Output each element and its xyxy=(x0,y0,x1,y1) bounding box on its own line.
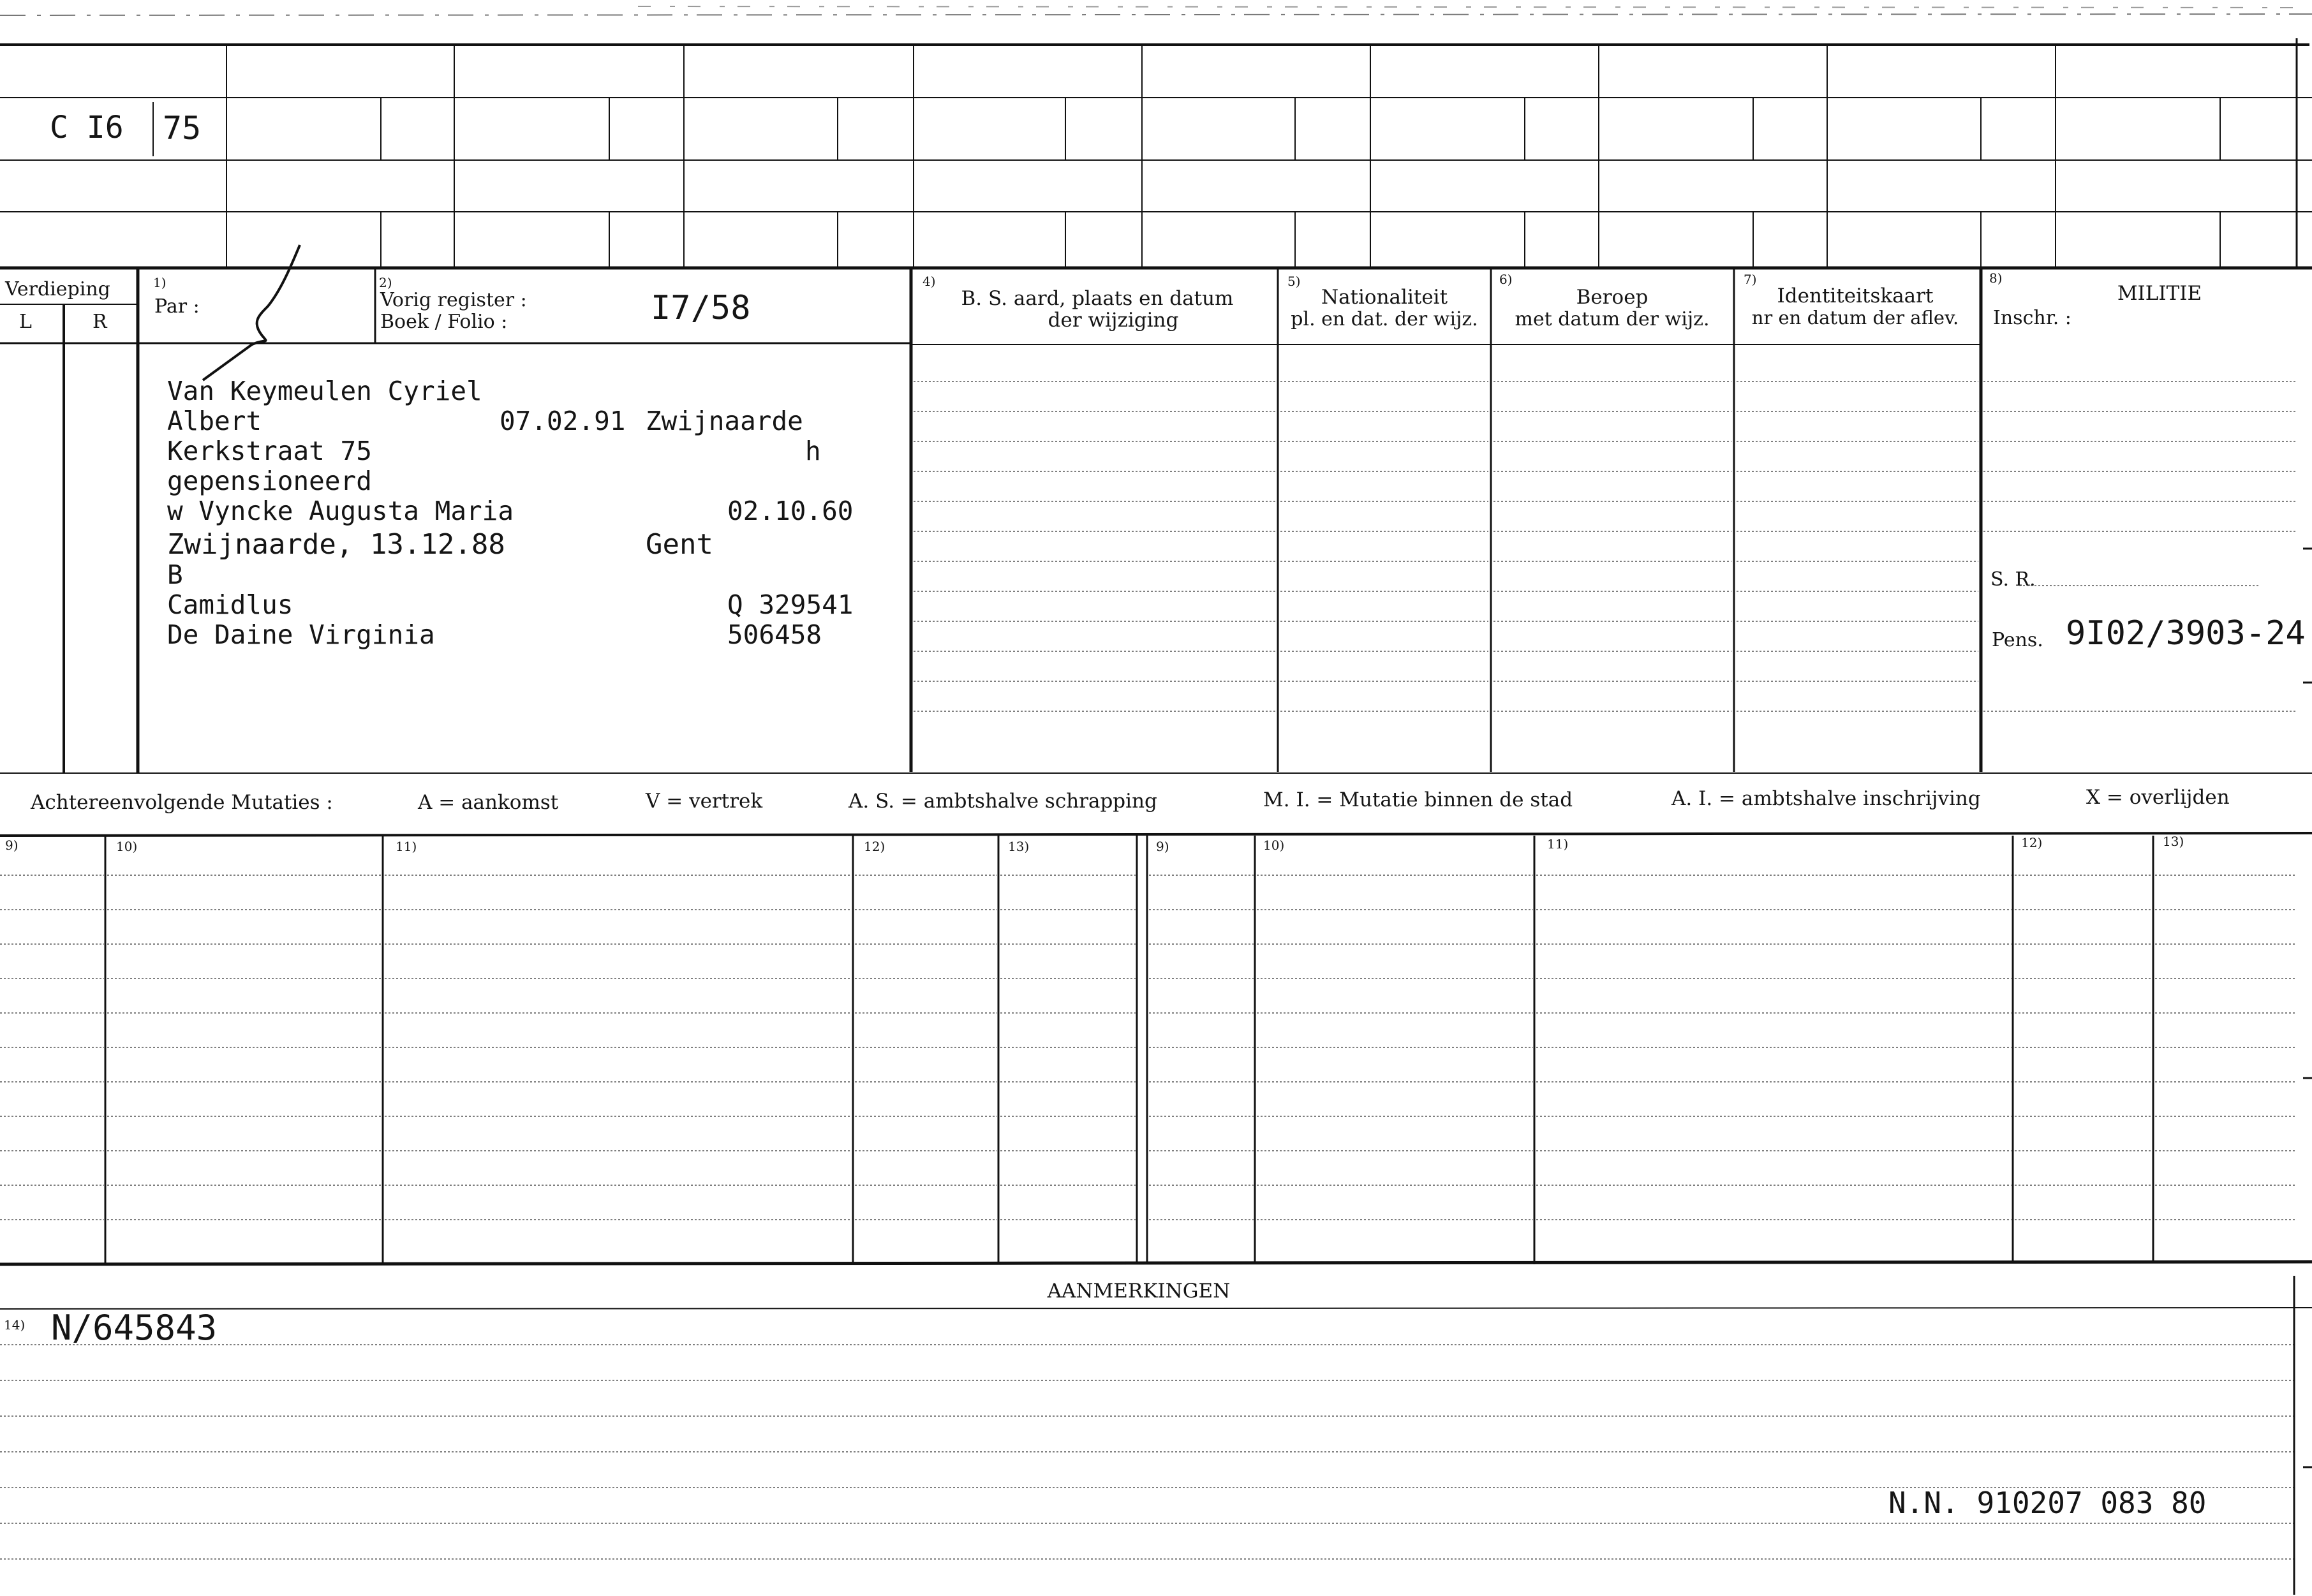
person-line-text: Albert xyxy=(167,406,262,436)
mutations-title: Achtereenvolgende Mutaties : xyxy=(31,791,333,814)
mut-col-9b: 9) xyxy=(1156,839,1169,854)
person-entry xyxy=(167,376,853,650)
beroep-num: 6) xyxy=(1499,272,1513,287)
mut-col-13b: 13) xyxy=(2163,834,2184,849)
nat-num: 5) xyxy=(1287,274,1301,289)
verdieping-label: Verdieping xyxy=(5,278,110,300)
person-line-text: B xyxy=(167,559,183,590)
mutations-legend xyxy=(0,773,2312,814)
mutations-table xyxy=(0,833,2312,1264)
vorig-label: Vorig register : xyxy=(380,289,527,311)
margin-ticks xyxy=(2294,549,2312,1595)
legend-as: A. S. = ambtshalve schrapping xyxy=(848,790,1157,813)
person-line-text: De Daine Virginia xyxy=(167,619,435,650)
person-line-date: 07.02.91 xyxy=(500,406,626,436)
mil-pens-value: 9I02/3903-24 xyxy=(2066,614,2306,653)
person-line-text: w Vyncke Augusta Maria xyxy=(167,496,514,526)
top-grid xyxy=(0,38,2312,268)
person-line-right: h xyxy=(805,436,821,466)
person-line-right: Gent xyxy=(646,528,713,561)
remarks-ruled-lines xyxy=(0,1345,2297,1559)
person-line-right: 02.10.60 xyxy=(727,496,854,526)
remarks-value: N/645843 xyxy=(51,1308,218,1348)
col-l-label: L xyxy=(19,311,32,333)
person-line-right: Zwijnaarde xyxy=(646,406,803,436)
mil-sr-label: S. R. xyxy=(1990,568,2036,591)
person-line-text: Camidlus xyxy=(167,589,293,620)
legend-ai: A. I. = ambtshalve inschrijving xyxy=(1671,787,1981,810)
pen-mark xyxy=(203,245,300,380)
militie-extra xyxy=(1990,568,2306,653)
legend-v: V = vertrek xyxy=(646,790,763,813)
mutations-col-nums xyxy=(5,834,2184,854)
person-line-text: Kerkstraat 75 xyxy=(167,436,372,466)
par-label: Par : xyxy=(154,295,200,318)
mil-title: MILITIE xyxy=(2117,282,2202,305)
header-verdieping xyxy=(4,278,110,333)
id-line1: Identiteitskaart xyxy=(1777,284,1934,307)
header-militie xyxy=(1989,270,2202,329)
header-nationaliteit xyxy=(1287,274,1478,330)
mut-col-9: 9) xyxy=(5,838,19,853)
person-line-right: 506458 xyxy=(727,619,822,650)
person-line-right: Q 329541 xyxy=(727,589,854,620)
legend-a: A = aankomst xyxy=(418,791,559,814)
id-num: 7) xyxy=(1744,272,1757,287)
mut-col-12b: 12) xyxy=(2021,835,2043,850)
mut-col-10: 10) xyxy=(116,839,138,854)
mutations-ruled-lines xyxy=(0,875,2297,1220)
mut-col-13: 13) xyxy=(1008,839,1030,854)
legend-mi: M. I. = Mutatie binnen de stad xyxy=(1263,788,1573,811)
boek-label: Boek / Folio : xyxy=(380,311,508,333)
nn-value: N.N. 910207 083 80 xyxy=(1888,1486,2207,1520)
person-line-text: gepensioneerd xyxy=(167,466,372,496)
mut-col-11b: 11) xyxy=(1547,836,1569,852)
body-ruled-lines xyxy=(914,381,2297,711)
remarks-section xyxy=(0,1280,2312,1520)
nat-line1: Nationaliteit xyxy=(1321,286,1448,309)
header-identiteitskaart xyxy=(1744,272,1959,329)
nat-line2: pl. en dat. der wijz. xyxy=(1291,308,1478,330)
legend-x: X = overlijden xyxy=(2086,786,2230,809)
remarks-num: 14) xyxy=(4,1317,26,1333)
person-line-text: Van Keymeulen Cyriel xyxy=(167,376,482,406)
mut-col-11: 11) xyxy=(396,839,417,854)
bs-line2: der wijziging xyxy=(1048,309,1179,332)
beroep-line2: met datum der wijz. xyxy=(1515,308,1710,330)
mut-col-12: 12) xyxy=(864,839,886,854)
person-line-text: Zwijnaarde, 13.12.88 xyxy=(167,528,505,561)
boek-value: I7/58 xyxy=(651,289,751,327)
header-par xyxy=(153,275,200,318)
beroep-line1: Beroep xyxy=(1576,286,1649,309)
bs-line1: B. S. aard, plaats en datum xyxy=(961,287,1234,310)
top-code-text: C I6 xyxy=(50,110,124,145)
header-beroep xyxy=(1499,272,1710,330)
header-bs xyxy=(923,274,1233,332)
col-r-label: R xyxy=(93,311,107,333)
bs-num: 4) xyxy=(923,274,936,289)
top-number-text: 75 xyxy=(163,110,202,147)
vorig-num: 2) xyxy=(379,275,392,290)
header-vorig xyxy=(379,275,751,333)
id-line2: nr en datum der aflev. xyxy=(1751,307,1959,329)
mil-pens-label: Pens. xyxy=(1992,629,2043,651)
mut-col-10b: 10) xyxy=(1263,838,1285,853)
mil-inschr: Inschr. : xyxy=(1993,307,2071,329)
par-num: 1) xyxy=(153,275,167,290)
mil-num: 8) xyxy=(1989,270,2003,286)
remarks-title: AANMERKINGEN xyxy=(1047,1280,1231,1303)
top-code xyxy=(50,110,201,147)
